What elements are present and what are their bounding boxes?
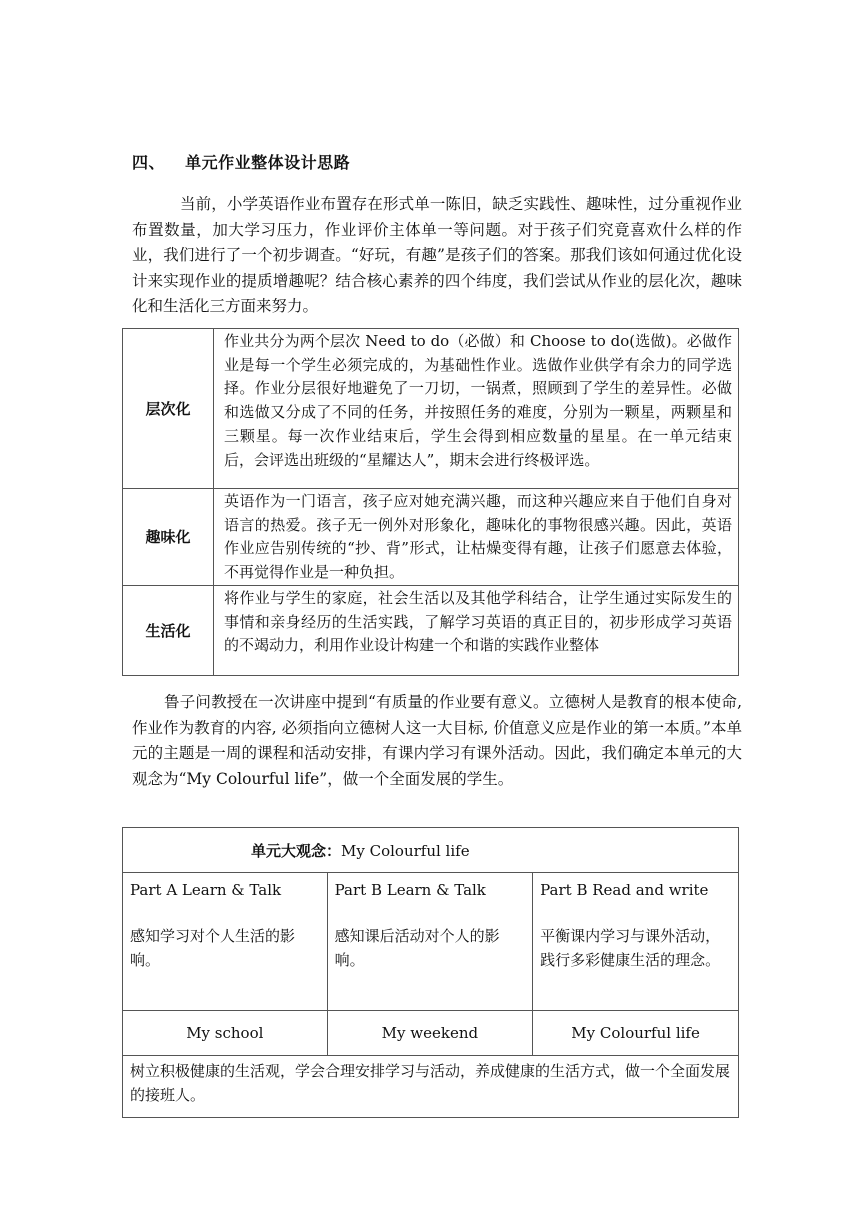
- table-row: [123, 329, 739, 489]
- table-row: [123, 1056, 739, 1118]
- part-theme: My Colourful life: [533, 1011, 739, 1056]
- section-number: 四、: [132, 153, 166, 172]
- design-approach-table: [122, 328, 739, 676]
- row-label-fun: 趣味化: [123, 489, 214, 586]
- table-row: [123, 489, 739, 586]
- part-title: Part A Learn & Talk: [130, 881, 282, 899]
- table-row: [123, 828, 739, 873]
- part-cell: [327, 873, 533, 1011]
- unit-goal: 树立积极健康的生活观，学会合理安排学习与活动，养成健康的生活方式，做一个全面发展的接班人。: [123, 1056, 739, 1118]
- part-title: Part B Learn & Talk: [334, 881, 486, 899]
- part-description: 感知学习对个人生活的影响。: [130, 927, 296, 969]
- part-description: 感知课后活动对个人的影响。: [334, 927, 500, 969]
- table-row: [123, 873, 739, 1011]
- unit-concept-label: 单元大观念：: [251, 841, 342, 860]
- table-row: [123, 1011, 739, 1056]
- unit-concept-table: [122, 827, 739, 1118]
- part-cell: [533, 873, 739, 1011]
- table-row: [123, 585, 739, 675]
- part-theme: My weekend: [327, 1011, 533, 1056]
- concept-paragraph: 鲁子问教授在一次讲座中提到“有质量的作业要有意义。立德树人是教育的根本使命, 作业作为教育的内容, 必须指向立德树人这一大目标, 价值意义应是作业的第一本质。”本单元的主题是一周的课程和活动安排，有课内学习有课外活动。因此，我们确定本单元的大观念为“My Colourful life”，做一个全面发展的学生。: [132, 693, 742, 788]
- row-label-life: 生活化: [123, 585, 214, 675]
- part-theme: My school: [123, 1011, 328, 1056]
- section-heading: [132, 150, 350, 173]
- row-text-life: 将作业与学生的家庭，社会生活以及其他学科结合，让学生通过实际发生的事情和亲身经历的生活实践，了解学习英语的真正目的，初步形成学习英语的不竭动力，利用作业设计构建一个和谐的实践作业整体: [214, 585, 739, 675]
- intro-paragraph: 当前，小学英语作业布置存在形式单一陈旧，缺乏实践性、趣味性，过分重视作业布置数量，加大学习压力，作业评价主体单一等问题。对于孩子们究竟喜欢什么样的作业，我们进行了一个初步调查。“好玩，有趣”是孩子们的答案。那我们该如何通过优化设计来实现作业的提质增趣呢？结合核心素养的四个纬度，我们尝试从作业的层化次，趣味化和生活化三方面来努力。: [132, 195, 742, 315]
- row-text-fun: 英语作为一门语言，孩子应对她充满兴趣，而这种兴趣应来自于他们自身对语言的热爱。孩子无一例外对形象化，趣味化的事物很感兴趣。因此，英语作业应告别传统的“抄、背”形式，让枯燥变得有趣，让孩子们愿意去体验，不再觉得作业是一种负担。: [214, 489, 739, 586]
- unit-concept-value: My Colourful life: [341, 841, 470, 860]
- part-description: 平衡课内学习与课外活动，践行多彩健康生活的理念。: [540, 927, 721, 969]
- row-text-layered: 作业共分为两个层次 Need to do（必做）和 Choose to do(选做)。必做作业是每一个学生必须完成的，为基础性作业。选做作业供学有余力的同学选择。作业分层很好地避免了一刀切，一锅煮，照顾到了学生的差异性。必做和选做又分成了不同的任务，并按照任务的难度，分别为一颗星，两颗星和三颗星。每一次作业结束后，学生会得到相应数量的星星。在一单元结束后，会评选出班级的“星耀达人”，期末会进行终极评选。: [214, 329, 739, 489]
- row-label-layered: 层次化: [123, 329, 214, 489]
- part-cell: [123, 873, 328, 1011]
- part-title: Part B Read and write: [540, 881, 709, 899]
- unit-concept-title: [123, 828, 739, 873]
- section-title: 单元作业整体设计思路: [185, 153, 351, 172]
